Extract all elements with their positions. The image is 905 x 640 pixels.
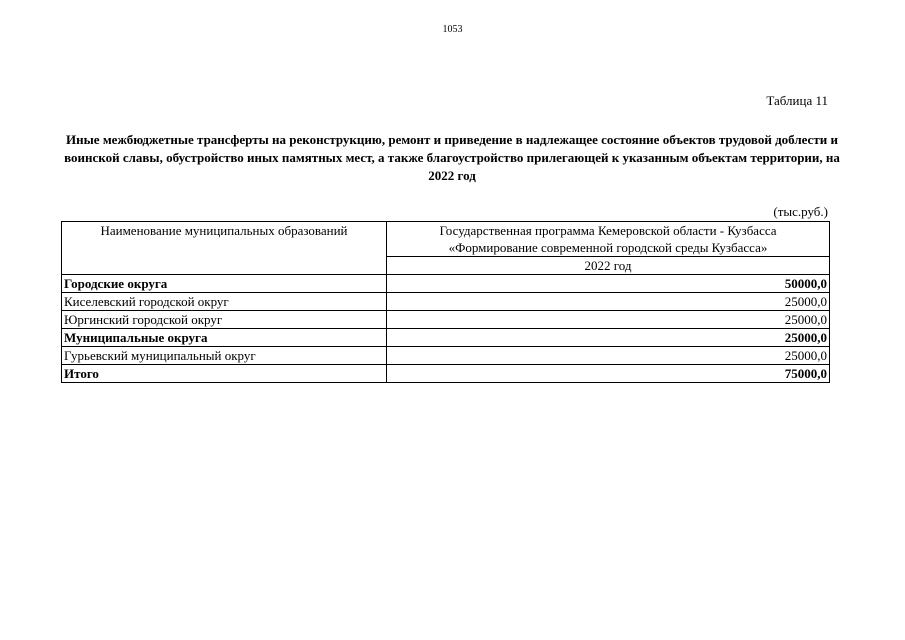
- table-label: Таблица 11: [766, 93, 828, 108]
- row-value: 25000,0: [387, 311, 830, 329]
- header-program-line1: Государственная программа Кемеровской области - Кузбасса: [439, 223, 777, 238]
- row-name: Гурьевский муниципальный округ: [62, 347, 387, 365]
- table-row-total: [62, 365, 830, 383]
- units-label: (тыс.руб.): [773, 204, 828, 219]
- row-value: 75000,0: [387, 365, 830, 383]
- header-year: 2022 год: [387, 257, 830, 275]
- table-row-kiselevsk: [62, 293, 830, 311]
- page-number: 1053: [442, 24, 463, 35]
- table-row-guryevsk: [62, 347, 830, 365]
- row-value: 25000,0: [387, 329, 830, 347]
- document-title: Иные межбюджетные трансферты на реконструкцию, ремонт и приведение в надлежащее состояние объектов трудовой доблести и воинской славы, обустройство иных памятных мест, а также благоустройство прилегающей к указанным объектам территории, на 2022 год: [64, 132, 840, 183]
- row-name: Киселевский городской округ: [62, 293, 387, 311]
- table-row-yurga: [62, 311, 830, 329]
- table-row-urban-districts: [62, 275, 830, 293]
- row-value: 25000,0: [387, 347, 830, 365]
- header-program-line2: «Формирование современной городской среды Кузбасса»: [448, 240, 768, 255]
- row-name: Муниципальные округа: [62, 329, 387, 347]
- row-value: 25000,0: [387, 293, 830, 311]
- row-value: 50000,0: [387, 275, 830, 293]
- header-program: [387, 222, 830, 257]
- row-name: Юргинский городской округ: [62, 311, 387, 329]
- table-row-municipal-districts: [62, 329, 830, 347]
- transfers-table: [61, 221, 830, 383]
- row-name: Итого: [62, 365, 387, 383]
- header-municipality-name: Наименование муниципальных образований: [62, 222, 387, 275]
- row-name: Городские округа: [62, 275, 387, 293]
- table-header-row: [62, 222, 830, 257]
